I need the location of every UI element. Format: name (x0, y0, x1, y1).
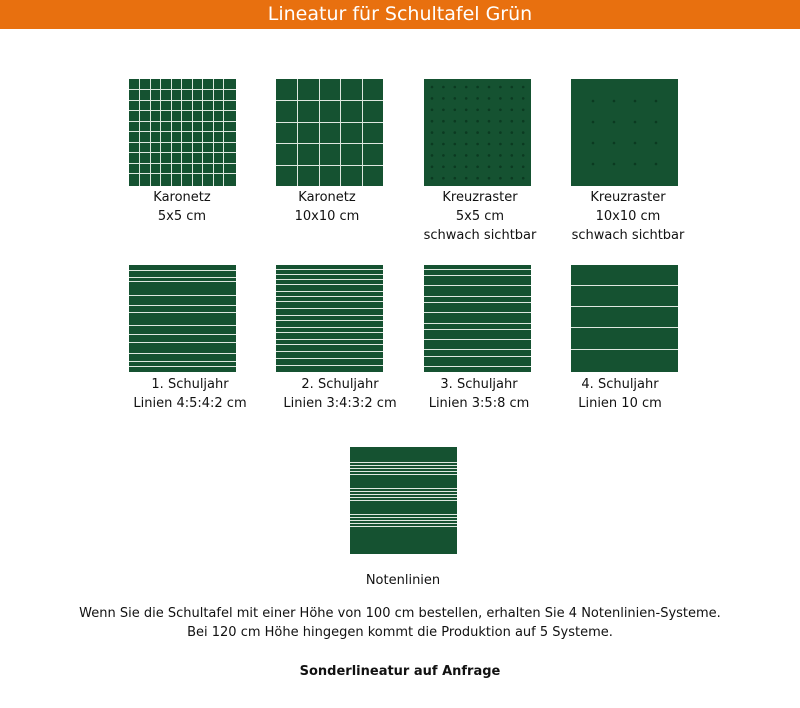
grid-dot (431, 177, 434, 180)
page-title: Lineatur für Schultafel Grün (267, 3, 533, 25)
grid-dot (613, 100, 616, 103)
grid-dot (592, 100, 595, 103)
grid-dot (511, 120, 514, 123)
grid-dot (522, 131, 525, 134)
board-surface (571, 265, 678, 372)
grid-dot (431, 143, 434, 146)
grid-dot (465, 143, 468, 146)
caption-detail: Linien 10 cm (578, 396, 662, 411)
grid-dot (592, 142, 595, 145)
grid-dot (476, 143, 479, 146)
tile-schuljahr-2 (276, 265, 383, 372)
grid-dot (511, 86, 514, 89)
grid-dot (431, 109, 434, 112)
tile-notenlinien (350, 447, 457, 554)
caption-title: 1. Schuljahr (151, 377, 229, 392)
caption-detail: 5x5 cm (157, 209, 207, 224)
grid-dot (488, 177, 491, 180)
caption-detail: Linien 4:5:4:2 cm (133, 396, 247, 411)
grid-dot (431, 86, 434, 89)
grid-dot (634, 163, 637, 166)
caption-title: Kreuzraster (590, 190, 666, 205)
grid-dot (634, 142, 637, 145)
grid-dot (592, 121, 595, 124)
caption-notenlinien (323, 571, 483, 590)
grid-pattern-5 (129, 79, 236, 186)
grid-dot (442, 154, 445, 157)
caption-title: 2. Schuljahr (301, 377, 379, 392)
grid-dot (488, 143, 491, 146)
grid-dot (442, 177, 445, 180)
grid-dot (465, 109, 468, 112)
caption-detail: Linien 3:4:3:2 cm (283, 396, 397, 411)
caption-karonetz-5x5 (102, 188, 262, 226)
caption-detail: 5x5 cm (455, 209, 505, 224)
caption-title: 4. Schuljahr (581, 377, 659, 392)
grid-dot (511, 177, 514, 180)
grid-dot (522, 97, 525, 100)
grid-dot (454, 120, 457, 123)
caption-kreuzraster-10x10 (548, 188, 708, 245)
grid-dot (454, 143, 457, 146)
dot-pattern-10 (571, 79, 678, 186)
grid-dot (476, 97, 479, 100)
grid-dot (613, 121, 616, 124)
grid-dot (499, 97, 502, 100)
grid-dot (476, 131, 479, 134)
grid-dot (499, 120, 502, 123)
caption-title: 3. Schuljahr (440, 377, 518, 392)
grid-dot (499, 131, 502, 134)
caption-title: Kreuzraster (442, 190, 518, 205)
grid-dot (522, 86, 525, 89)
grid-dot (592, 163, 595, 166)
board-surface (276, 79, 383, 186)
tile-karonetz-10x10 (276, 79, 383, 186)
caption-detail: 10x10 cm (294, 209, 360, 224)
grid-dot (522, 109, 525, 112)
caption-note: schwach sichtbar (571, 228, 685, 243)
board-surface (424, 265, 531, 372)
grid-dot (454, 166, 457, 169)
grid-dot (655, 163, 658, 166)
grid-dot (522, 120, 525, 123)
grid-dot (454, 154, 457, 157)
lines-pattern-1 (129, 265, 236, 372)
grid-dot (488, 86, 491, 89)
grid-dot (431, 120, 434, 123)
special-request-label: Sonderlineatur auf Anfrage (299, 664, 501, 679)
staff-pattern (350, 447, 457, 554)
grid-dot (465, 97, 468, 100)
grid-dot (476, 166, 479, 169)
grid-dot (511, 143, 514, 146)
grid-pattern-10 (276, 79, 383, 186)
grid-dot (488, 109, 491, 112)
grid-dot (476, 120, 479, 123)
grid-dot (634, 121, 637, 124)
grid-dot (431, 131, 434, 134)
caption-kreuzraster-5x5 (400, 188, 560, 245)
dot-pattern-5 (424, 79, 531, 186)
grid-dot (613, 142, 616, 145)
caption-title: Karonetz (153, 190, 211, 205)
grid-dot (499, 86, 502, 89)
tile-schuljahr-4 (571, 265, 678, 372)
grid-dot (454, 109, 457, 112)
lines-pattern-3 (424, 265, 531, 372)
grid-dot (488, 97, 491, 100)
grid-dot (499, 177, 502, 180)
page-header (0, 0, 800, 29)
grid-dot (522, 166, 525, 169)
grid-dot (442, 143, 445, 146)
grid-dot (465, 86, 468, 89)
caption-detail: 10x10 cm (595, 209, 661, 224)
special-request-text (0, 662, 800, 681)
grid-dot (488, 154, 491, 157)
grid-dot (655, 100, 658, 103)
grid-dot (511, 166, 514, 169)
grid-dot (465, 120, 468, 123)
grid-dot (442, 131, 445, 134)
caption-title: Karonetz (298, 190, 356, 205)
tile-kreuzraster-5x5 (424, 79, 531, 186)
grid-dot (488, 120, 491, 123)
grid-dot (476, 86, 479, 89)
grid-dot (511, 154, 514, 157)
board-surface (276, 265, 383, 372)
grid-dot (522, 154, 525, 157)
grid-dot (488, 166, 491, 169)
grid-dot (511, 131, 514, 134)
caption-title: Notenlinien (365, 573, 441, 588)
grid-dot (431, 166, 434, 169)
grid-dot (431, 97, 434, 100)
grid-dot (442, 109, 445, 112)
grid-dot (655, 121, 658, 124)
board-surface (571, 79, 678, 186)
grid-dot (442, 86, 445, 89)
lines-pattern-4 (571, 265, 678, 372)
grid-dot (499, 143, 502, 146)
grid-dot (442, 166, 445, 169)
grid-dot (454, 86, 457, 89)
grid-dot (465, 166, 468, 169)
caption-schuljahr-2 (260, 375, 420, 413)
grid-dot (442, 97, 445, 100)
tile-karonetz-5x5 (129, 79, 236, 186)
info-line-2: Bei 120 cm Höhe hingegen kommt die Produktion auf 5 Systeme. (187, 625, 613, 640)
grid-dot (499, 109, 502, 112)
grid-dot (454, 97, 457, 100)
grid-dot (454, 131, 457, 134)
grid-dot (454, 177, 457, 180)
grid-dot (465, 131, 468, 134)
lines-pattern-2 (276, 265, 383, 372)
grid-dot (476, 109, 479, 112)
grid-dot (465, 154, 468, 157)
grid-dot (499, 154, 502, 157)
grid-dot (634, 100, 637, 103)
info-line-1: Wenn Sie die Schultafel mit einer Höhe von 100 cm bestellen, erhalten Sie 4 Notenlinien-Systeme. (79, 606, 721, 621)
grid-dot (476, 154, 479, 157)
grid-dot (431, 154, 434, 157)
board-surface (129, 79, 236, 186)
grid-dot (465, 177, 468, 180)
grid-dot (522, 143, 525, 146)
grid-dot (511, 97, 514, 100)
grid-dot (488, 131, 491, 134)
tile-schuljahr-3 (424, 265, 531, 372)
grid-dot (442, 120, 445, 123)
caption-detail: Linien 3:5:8 cm (428, 396, 530, 411)
tile-kreuzraster-10x10 (571, 79, 678, 186)
caption-note: schwach sichtbar (423, 228, 537, 243)
grid-dot (476, 177, 479, 180)
tile-schuljahr-1 (129, 265, 236, 372)
caption-schuljahr-3 (399, 375, 559, 413)
caption-schuljahr-4 (540, 375, 700, 413)
grid-dot (499, 166, 502, 169)
grid-dot (655, 142, 658, 145)
grid-dot (511, 109, 514, 112)
caption-schuljahr-1 (110, 375, 270, 413)
grid-dot (613, 163, 616, 166)
caption-karonetz-10x10 (247, 188, 407, 226)
info-text (0, 604, 800, 642)
grid-dot (522, 177, 525, 180)
